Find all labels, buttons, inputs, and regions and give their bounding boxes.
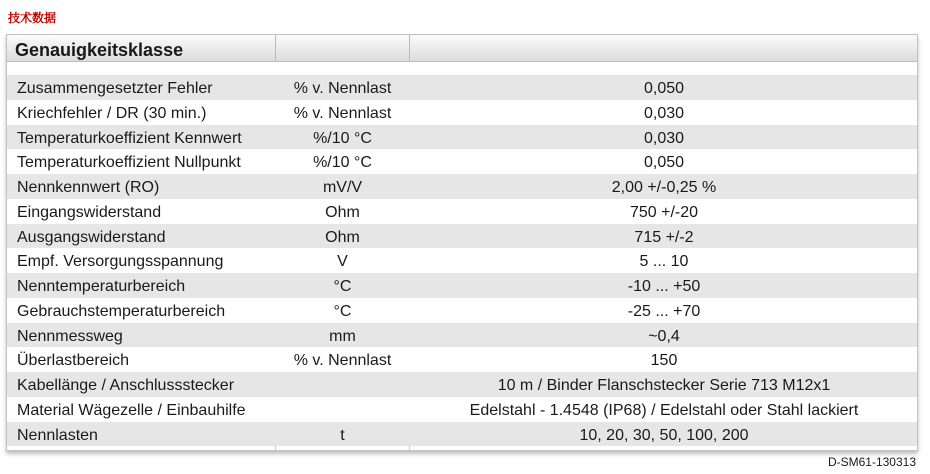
parameter-value: 750 +/-20 [629,203,699,221]
parameter-unit: %/10 °C [313,129,372,147]
parameter-name: Temperaturkoeffizient Kennwert [17,129,242,147]
parameter-name: Kriechfehler / DR (30 min.) [17,104,207,122]
parameter-value: 715 +/-2 [634,228,694,246]
parameter-name: Kabellänge / Anschlussstecker [17,377,235,394]
table-body [7,75,917,446]
parameter-name: Nennlasten [17,426,98,444]
parameter-value: -25 ... +70 [627,302,701,320]
parameter-value: 10 m / Binder Flanschstecker Serie 713 M12x1 [497,377,831,394]
table-row [7,298,917,323]
parameter-name: Nennmessweg [17,327,123,345]
parameter-name: Temperaturkoeffizient Nullpunkt [17,154,241,172]
table-row [7,224,917,249]
parameter-unit [276,397,409,422]
parameter-value: -10 ... +50 [627,278,701,295]
parameter-unit: t [340,426,345,444]
parameter-name: Zusammengesetzter Fehler [17,80,213,97]
table-row [7,149,917,174]
parameter-name: Nenntemperaturbereich [17,278,186,295]
parameter-name: Überlastbereich [17,352,130,370]
parameter-name: Nennkennwert (RO) [17,179,160,196]
parameter-value: 0,050 [643,80,685,97]
parameter-unit: °C [333,278,352,295]
table-row [7,75,917,100]
parameter-unit: mm [329,327,356,345]
page-title: 技术数据 [8,11,57,25]
parameter-unit: Ohm [325,228,360,246]
table-row [7,100,917,125]
parameter-value: 0,030 [643,104,685,122]
table-row [7,323,917,348]
table-row [7,273,917,298]
table-row [7,372,917,397]
parameter-value: ~0,4 [648,327,680,345]
parameter-name: Eingangswiderstand [17,203,162,221]
table-row [7,199,917,224]
parameter-unit: Ohm [325,203,360,221]
table-header-title: Genauigkeitsklasse [15,40,184,60]
parameter-unit: % v. Nennlast [293,80,392,97]
parameter-name: Ausgangswiderstand [17,228,166,246]
parameter-value: 150 [650,352,678,370]
parameter-unit: %/10 °C [313,154,372,172]
parameter-value: 10, 20, 30, 50, 100, 200 [579,426,749,444]
parameter-name: Empf. Versorgungsspannung [17,253,224,271]
parameter-unit [276,372,409,397]
parameter-unit: % v. Nennlast [293,352,392,370]
header-column-divider [409,35,410,61]
spec-table [6,34,918,451]
document-code: D-SM61-130313 [827,455,916,469]
parameter-unit: % v. Nennlast [293,104,392,122]
parameter-value: 0,050 [643,154,685,172]
parameter-unit: °C [333,302,352,320]
table-row [7,347,917,372]
parameter-value: 5 ... 10 [639,253,689,271]
table-row [7,174,917,199]
table-row [7,422,917,447]
parameter-value: Edelstahl - 1.4548 (IP68) / Edelstahl oder Stahl lackiert [469,401,859,419]
parameter-unit: mV/V [322,179,363,196]
parameter-unit: V [337,253,348,271]
parameter-name: Material Wägezelle / Einbauhilfe [17,401,246,419]
parameter-name: Gebrauchstemperaturbereich [17,302,226,320]
parameter-value: 2,00 +/-0,25 % [611,179,717,196]
header-column-divider [275,35,276,61]
parameter-value: 0,030 [643,129,685,147]
table-header-row [7,35,917,62]
table-row [7,397,917,422]
table-row [7,125,917,150]
table-row [7,248,917,273]
